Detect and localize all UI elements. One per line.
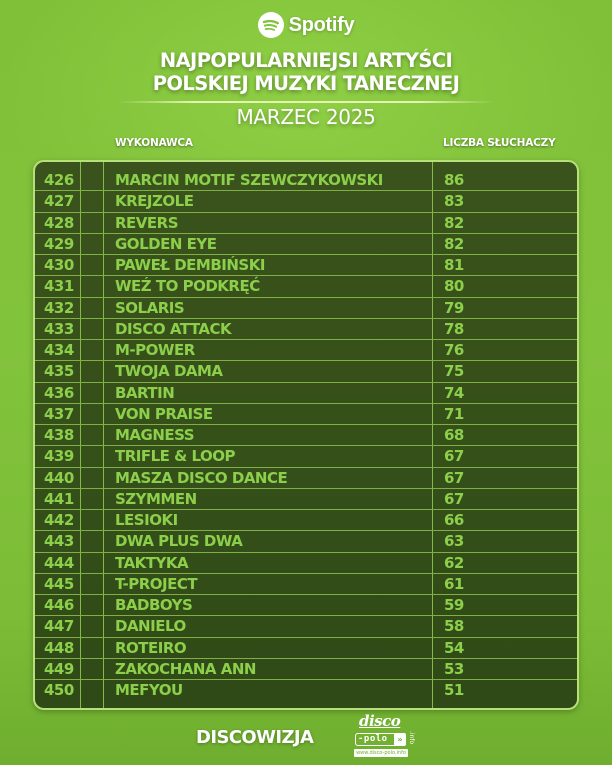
rank-cell: 449 [44,659,74,678]
table-row [35,595,577,616]
spotify-brand [0,10,612,40]
listeners-cell: 74 [444,383,464,402]
listeners-cell: 81 [444,256,464,274]
listeners-cell: 63 [444,532,464,551]
artist-cell: KREJZOLE [115,192,194,211]
artist-cell: MAGNESS [115,426,195,444]
artist-cell: TAKTYKA [115,553,189,572]
listeners-cell: 68 [444,426,464,444]
logo-url-text: www.disco-polo.info [354,749,408,757]
artist-cell: WEŹ TO PODKRĘĆ [115,277,260,296]
table-row [35,489,577,510]
rank-cell: 442 [44,511,74,529]
rank-cell: 448 [44,638,74,657]
title-line-1: NAJPOPULARNIEJSI ARTYŚCI [159,49,453,72]
table-row [35,531,577,552]
table-row [35,553,577,574]
artist-cell: TWOJA DAMA [115,362,223,381]
table-row [35,510,577,531]
rank-cell: 439 [44,447,74,466]
listeners-cell: 75 [444,362,464,381]
listeners-cell: 78 [444,319,464,338]
rank-cell: 435 [44,362,74,381]
table-row [35,574,577,595]
table-row [35,191,577,212]
rank-cell: 433 [44,319,74,338]
ranking-table [33,160,579,710]
artist-cell: DANIELO [115,617,186,636]
rank-cell: 440 [44,468,74,487]
artist-cell: REVERS [115,213,179,232]
table-row [35,340,577,361]
artist-cell: MEFYOU [115,681,183,699]
artist-cell: MASZA DISCO DANCE [115,468,288,487]
artist-cell: LESIOKI [115,511,178,529]
rank-cell: 438 [44,426,74,444]
table-row [35,638,577,659]
column-header-artist: WYKONAWCA [115,137,193,149]
artist-cell: SZYMMEN [115,489,197,508]
table-row [35,234,577,255]
logo-disco-text: disco [359,712,401,730]
table-row [35,468,577,489]
artist-cell: SOLARIS [115,298,185,317]
artist-cell: ROTEIRO [115,638,187,657]
title-divider [118,101,494,103]
rank-cell: 427 [44,192,74,211]
rank-cell: 447 [44,617,74,636]
rank-cell: 446 [44,596,74,614]
fast-forward-icon: » [394,733,406,746]
table-row [35,276,577,297]
listeners-cell: 83 [444,192,464,211]
column-header-listeners: LICZBA SŁUCHACZY [443,137,556,149]
rank-cell: 450 [44,681,74,699]
artist-cell: PAWEŁ DEMBIŃSKI [115,256,265,274]
rank-cell: 436 [44,383,74,402]
listeners-cell: 71 [444,404,464,423]
table-row [35,404,577,425]
rank-cell: 432 [44,298,74,317]
artist-cell: GOLDEN EYE [115,234,217,253]
listeners-cell: 61 [444,574,464,593]
table-row [35,361,577,382]
rank-cell: 443 [44,532,74,551]
listeners-cell: 51 [444,681,464,699]
rank-cell: 431 [44,277,74,296]
listeners-cell: 79 [444,298,464,317]
listeners-cell: 62 [444,553,464,572]
disco-polo-info-logo [353,712,413,760]
page-title [0,49,612,95]
rank-cell: 426 [44,171,74,189]
discowizja-logo: DISCOWIZJA [196,727,314,748]
listeners-cell: 67 [444,447,464,466]
rank-cell: 428 [44,213,74,232]
artist-cell: TRIFLE & LOOP [115,447,235,466]
table-row [35,298,577,319]
spotify-logo-icon [258,12,284,38]
listeners-cell: 86 [444,171,464,189]
artist-cell: M-POWER [115,341,195,359]
table-row [35,213,577,234]
table-row [35,319,577,340]
logo-polo-text: -polo [355,733,400,746]
table-row [35,383,577,404]
listeners-cell: 67 [444,489,464,508]
listeners-cell: 54 [444,638,464,657]
listeners-cell: 58 [444,617,464,636]
brand-name: Spotify [288,13,355,36]
artist-cell: DWA PLUS DWA [115,532,243,551]
rank-cell: 437 [44,404,74,423]
table-row [35,170,577,191]
artist-cell: BARTIN [115,383,175,402]
artist-cell: T-PROJECT [115,574,198,593]
rank-cell: 441 [44,489,74,508]
table-row [35,425,577,446]
table-row [35,446,577,467]
artist-cell: VON PRAISE [115,404,213,423]
listeners-cell: 82 [444,234,464,253]
table-row [35,659,577,680]
listeners-cell: 76 [444,341,464,359]
table-row [35,616,577,637]
rank-cell: 430 [44,256,74,274]
table-rows [35,170,577,701]
listeners-cell: 59 [444,596,464,614]
rank-cell: 445 [44,574,74,593]
logo-info-text: .info [408,731,415,745]
listeners-cell: 66 [444,511,464,529]
rank-cell: 444 [44,553,74,572]
artist-cell: DISCO ATTACK [115,319,232,338]
listeners-cell: 80 [444,277,464,296]
rank-cell: 429 [44,234,74,253]
rank-cell: 434 [44,341,74,359]
artist-cell: ZAKOCHANA ANN [115,659,256,678]
artist-cell: BADBOYS [115,596,193,614]
listeners-cell: 53 [444,659,464,678]
title-line-2: POLSKIEJ MUZYKI TANECZNEJ [152,72,460,95]
listeners-cell: 67 [444,468,464,487]
artist-cell: MARCIN MOTIF SZEWCZYKOWSKI [115,171,383,189]
listeners-cell: 82 [444,213,464,232]
table-row [35,680,577,701]
page-subtitle: MARZEC 2025 [236,105,376,129]
table-row [35,255,577,276]
